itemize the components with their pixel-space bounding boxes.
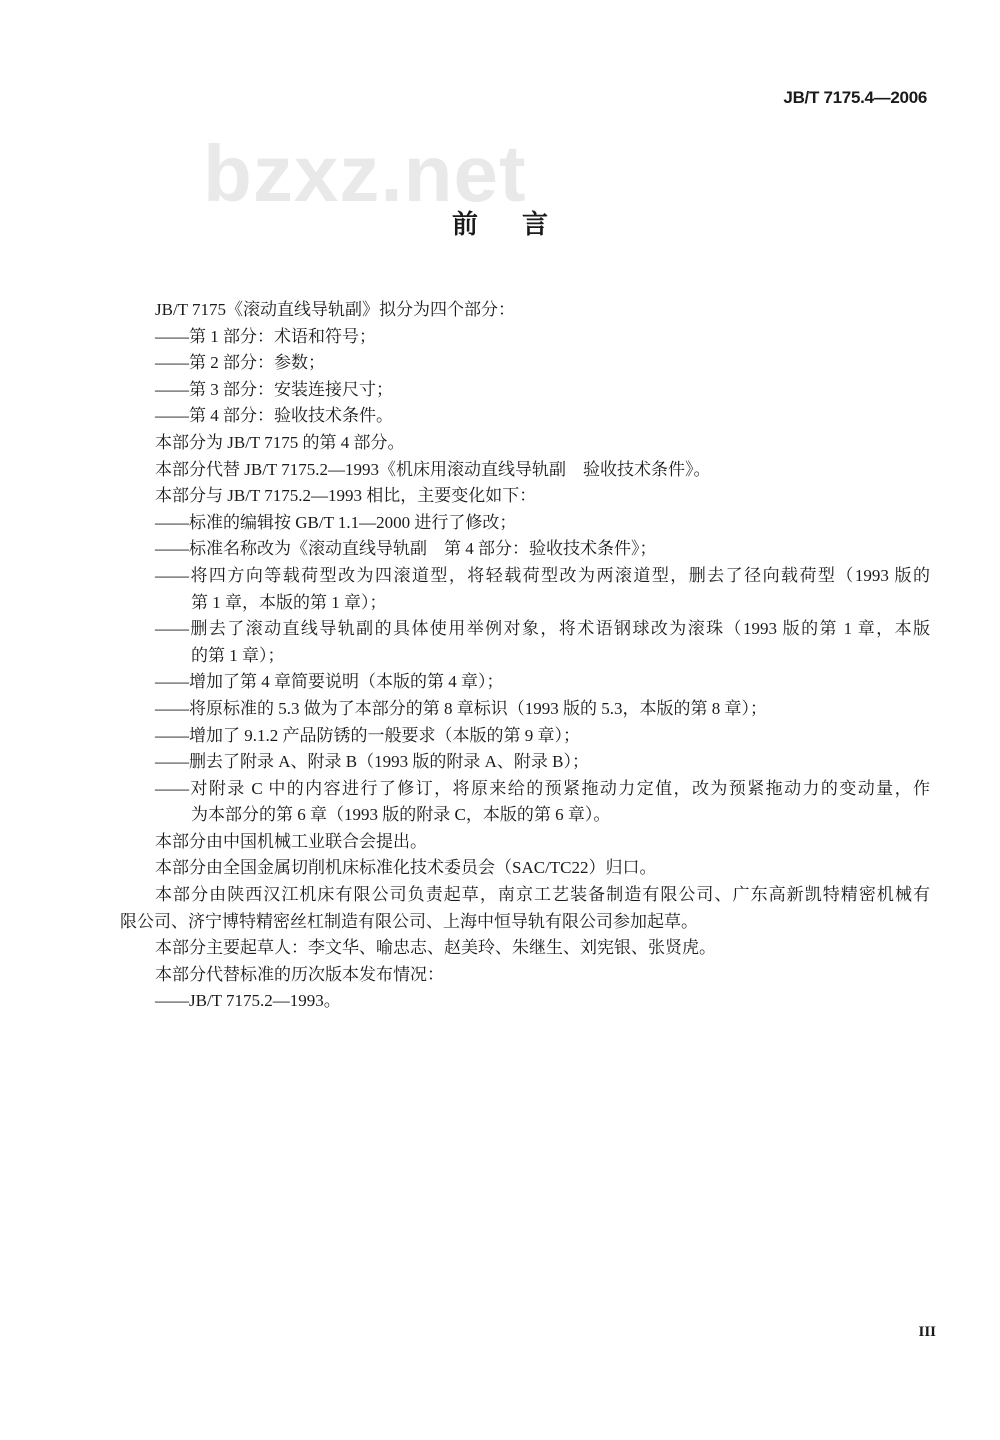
paragraph: 本部分与 JB/T 7175.2—1993 相比，主要变化如下：: [155, 486, 537, 506]
list-item: ——将原标准的 5.3 做为了本部分的第 8 章标识（1993 版的 5.3，本版的第 8 章）；: [155, 698, 767, 718]
list-item: ——标准的编辑按 GB/T 1.1—2000 进行了修改；: [155, 512, 517, 532]
list-item: ——删去了附录 A、附录 B（1993 版的附录 A、附录 B）；: [155, 752, 589, 772]
foreword-body: [120, 297, 930, 1015]
list-item-continuation: 为本部分的第 6 章（1993 版的附录 C，本版的第 6 章）。: [191, 805, 611, 825]
list-item-continuation: 的第 1 章）；: [191, 645, 285, 665]
list-item: ——将四方向等载荷型改为四滚道型，将轻载荷型改为两滚道型，删去了径向载荷型（1993 版的: [155, 565, 930, 585]
list-item: ——增加了第 4 章简要说明（本版的第 4 章）；: [155, 672, 504, 692]
paragraph: 本部分代替 JB/T 7175.2—1993《机床用滚动直线导轨副 验收技术条件》。: [155, 459, 711, 479]
standard-number: JB/T 7175.4—2006: [783, 88, 927, 107]
watermark: bzxz.net: [203, 129, 527, 218]
page-title: 前言: [451, 210, 592, 239]
list-item: ——增加了 9.1.2 产品防锈的一般要求（本版的第 9 章）；: [155, 725, 580, 745]
paragraph: 本部分由中国机械工业联合会提出。: [155, 831, 427, 851]
list-item: ——标准名称改为《滚动直线导轨副 第 4 部分：验收技术条件》；: [155, 539, 657, 559]
paragraph: 本部分由全国金属切削机床标准化技术委员会（SAC/TC22）归口。: [155, 858, 657, 878]
paragraph: 本部分为 JB/T 7175 的第 4 部分。: [155, 432, 405, 452]
list-item: ——第 3 部分：安装连接尺寸；: [155, 379, 393, 399]
list-item: ——第 2 部分：参数；: [155, 353, 325, 373]
list-item-continuation: 第 1 章，本版的第 1 章）；: [191, 592, 387, 612]
paragraph-continuation: 限公司、济宁博特精密丝杠制造有限公司、上海中恒导轨有限公司参加起草。: [120, 911, 698, 931]
list-item: ——JB/T 7175.2—1993。: [155, 991, 341, 1011]
list-item: ——第 4 部分：验收技术条件。: [155, 406, 393, 426]
paragraph: 本部分代替标准的历次版本发布情况：: [155, 964, 444, 984]
paragraph: 本部分由陕西汉江机床有限公司负责起草，南京工艺装备制造有限公司、广东高新凯特精密机械有: [155, 885, 930, 905]
paragraph: JB/T 7175《滚动直线导轨副》拟分为四个部分：: [155, 300, 516, 319]
list-item: ——第 1 部分：术语和符号；: [155, 326, 376, 346]
list-item: ——对附录 C 中的内容进行了修订，将原来给的预紧拖动力定值，改为预紧拖动力的变动量，作: [155, 778, 930, 798]
page-number: III: [918, 1324, 936, 1340]
paragraph: 本部分主要起草人：李文华、喻忠志、赵美玲、朱继生、刘宪银、张贤虎。: [155, 938, 716, 958]
list-item: ——删去了滚动直线导轨副的具体使用举例对象，将术语钢球改为滚珠（1993 版的第 1 章，本版: [155, 619, 930, 639]
